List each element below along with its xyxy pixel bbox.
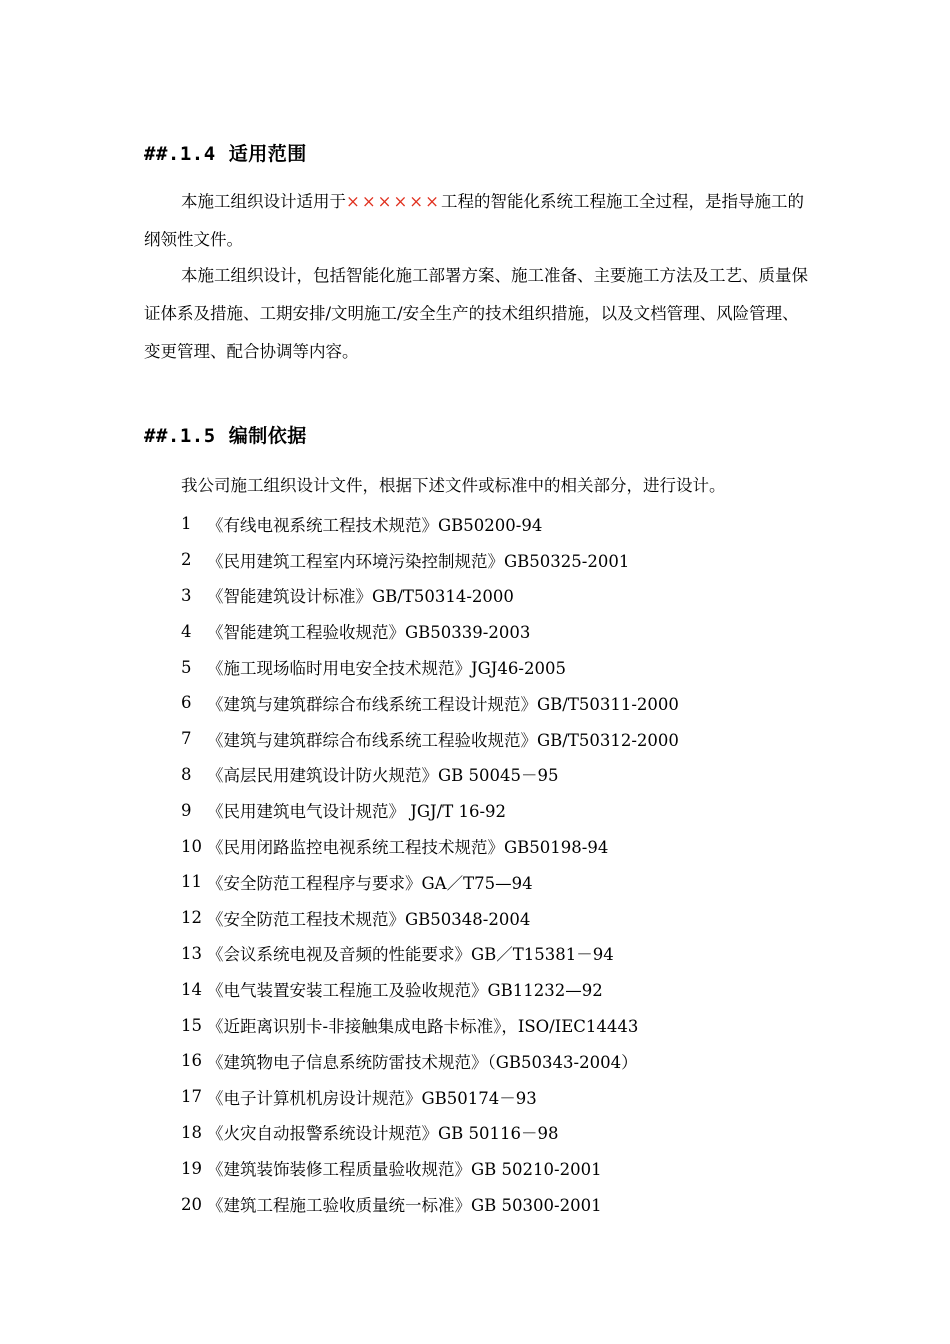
section-1-5-heading — [144, 421, 307, 448]
reference-item — [181, 1186, 679, 1222]
reference-text: 《民用闭路监控电视系统工程技术规范》GB50198-94 — [207, 838, 609, 858]
reference-number: 16 — [181, 1051, 202, 1071]
reference-number: 3 — [181, 585, 192, 605]
reference-number: 6 — [181, 693, 192, 713]
reference-number: 7 — [181, 729, 192, 749]
basis-intro: 我公司施工组织设计文件，根据下述文件或标准中的相关部分，进行设计。 — [181, 476, 726, 495]
section-1-4-number: ##.1.4 — [144, 143, 216, 165]
reference-number: 8 — [181, 764, 192, 784]
reference-number: 11 — [181, 872, 202, 892]
reference-text: 《建筑装饰装修工程质量验收规范》GB 50210-2001 — [207, 1160, 602, 1180]
reference-item — [181, 1150, 679, 1186]
reference-text: 《电子计算机机房设计规范》GB50174－93 — [207, 1088, 537, 1108]
scope-paragraph-1-start: 本施工组织设计适用于 — [181, 192, 346, 211]
reference-text: 《近距离识别卡-非接触集成电路卡标准》，ISO/IEC14443 — [207, 1017, 639, 1037]
reference-number: 5 — [181, 657, 192, 677]
reference-text: 《智能建筑设计标准》GB/T50314-2000 — [207, 587, 514, 607]
reference-number: 4 — [181, 621, 192, 641]
reference-item — [181, 1043, 679, 1079]
reference-text: 《建筑工程施工验收质量统一标准》GB 50300-2001 — [207, 1196, 602, 1216]
reference-number: 10 — [181, 836, 202, 856]
reference-number: 14 — [181, 979, 202, 999]
reference-item — [181, 506, 679, 542]
section-1-4-title: 适用范围 — [228, 143, 307, 165]
reference-number: 13 — [181, 943, 202, 963]
reference-text: 《施工现场临时用电安全技术规范》JGJ46-2005 — [207, 659, 566, 679]
reference-item — [181, 792, 679, 828]
reference-text: 《电气装置安装工程施工及验收规范》GB11232—92 — [207, 981, 603, 1001]
reference-text: 《火灾自动报警系统设计规范》GB 50116－98 — [207, 1124, 559, 1144]
reference-item — [181, 971, 679, 1007]
reference-number: 1 — [181, 514, 192, 534]
reference-item — [181, 542, 679, 578]
reference-item — [181, 900, 679, 936]
project-name-placeholder: ×××××× — [346, 192, 441, 211]
section-1-5-number: ##.1.5 — [144, 425, 216, 447]
reference-number: 12 — [181, 908, 202, 928]
reference-item — [181, 757, 679, 793]
reference-item — [181, 1115, 679, 1151]
reference-item — [181, 1007, 679, 1043]
reference-text: 《会议系统电视及音频的性能要求》GB／T15381－94 — [207, 945, 614, 965]
reference-text: 《安全防范工程程序与要求》GA／T75—94 — [207, 873, 533, 893]
reference-text: 《智能建筑工程验收规范》GB50339-2003 — [207, 623, 531, 643]
reference-item — [181, 649, 679, 685]
reference-text: 《安全防范工程技术规范》GB50348-2004 — [207, 909, 531, 929]
section-1-5-title: 编制依据 — [228, 425, 307, 447]
reference-item — [181, 578, 679, 614]
reference-number: 2 — [181, 550, 192, 570]
reference-item — [181, 613, 679, 649]
reference-number: 20 — [181, 1194, 202, 1214]
reference-text: 《建筑物电子信息系统防雷技术规范》（GB50343-2004） — [207, 1052, 638, 1072]
scope-paragraph-1-end: 工程的智能化系统工程施工全过程，是指导施工的纲领性文件。 — [144, 192, 804, 249]
reference-text: 《民用建筑电气设计规范》 JGJ/T 16-92 — [207, 802, 507, 822]
reference-item — [181, 721, 679, 757]
reference-number: 17 — [181, 1087, 202, 1107]
reference-item — [181, 685, 679, 721]
reference-text: 《有线电视系统工程技术规范》GB50200-94 — [207, 515, 543, 535]
scope-paragraph-2: 本施工组织设计，包括智能化施工部署方案、施工准备、主要施工方法及工艺、质量保证体系及措施、工期安排/文明施工/安全生产的技术组织措施，以及文档管理、风险管理、变更管理、配合协调等内容。 — [144, 266, 808, 361]
reference-text: 《高层民用建筑设计防火规范》GB 50045－95 — [207, 766, 559, 786]
reference-number: 15 — [181, 1015, 202, 1035]
scope-paragraph-1 — [144, 183, 809, 259]
reference-text: 《民用建筑工程室内环境污染控制规范》GB50325-2001 — [207, 551, 630, 571]
reference-item — [181, 864, 679, 900]
reference-list — [181, 506, 679, 1222]
reference-number: 19 — [181, 1158, 202, 1178]
reference-item — [181, 1079, 679, 1115]
reference-item — [181, 828, 679, 864]
reference-number: 9 — [181, 800, 192, 820]
reference-item — [181, 936, 679, 972]
reference-number: 18 — [181, 1122, 202, 1142]
reference-text: 《建筑与建筑群综合布线系统工程设计规范》GB/T50311-2000 — [207, 694, 679, 714]
section-1-4-heading — [144, 139, 307, 166]
reference-text: 《建筑与建筑群综合布线系统工程验收规范》GB/T50312-2000 — [207, 730, 679, 750]
